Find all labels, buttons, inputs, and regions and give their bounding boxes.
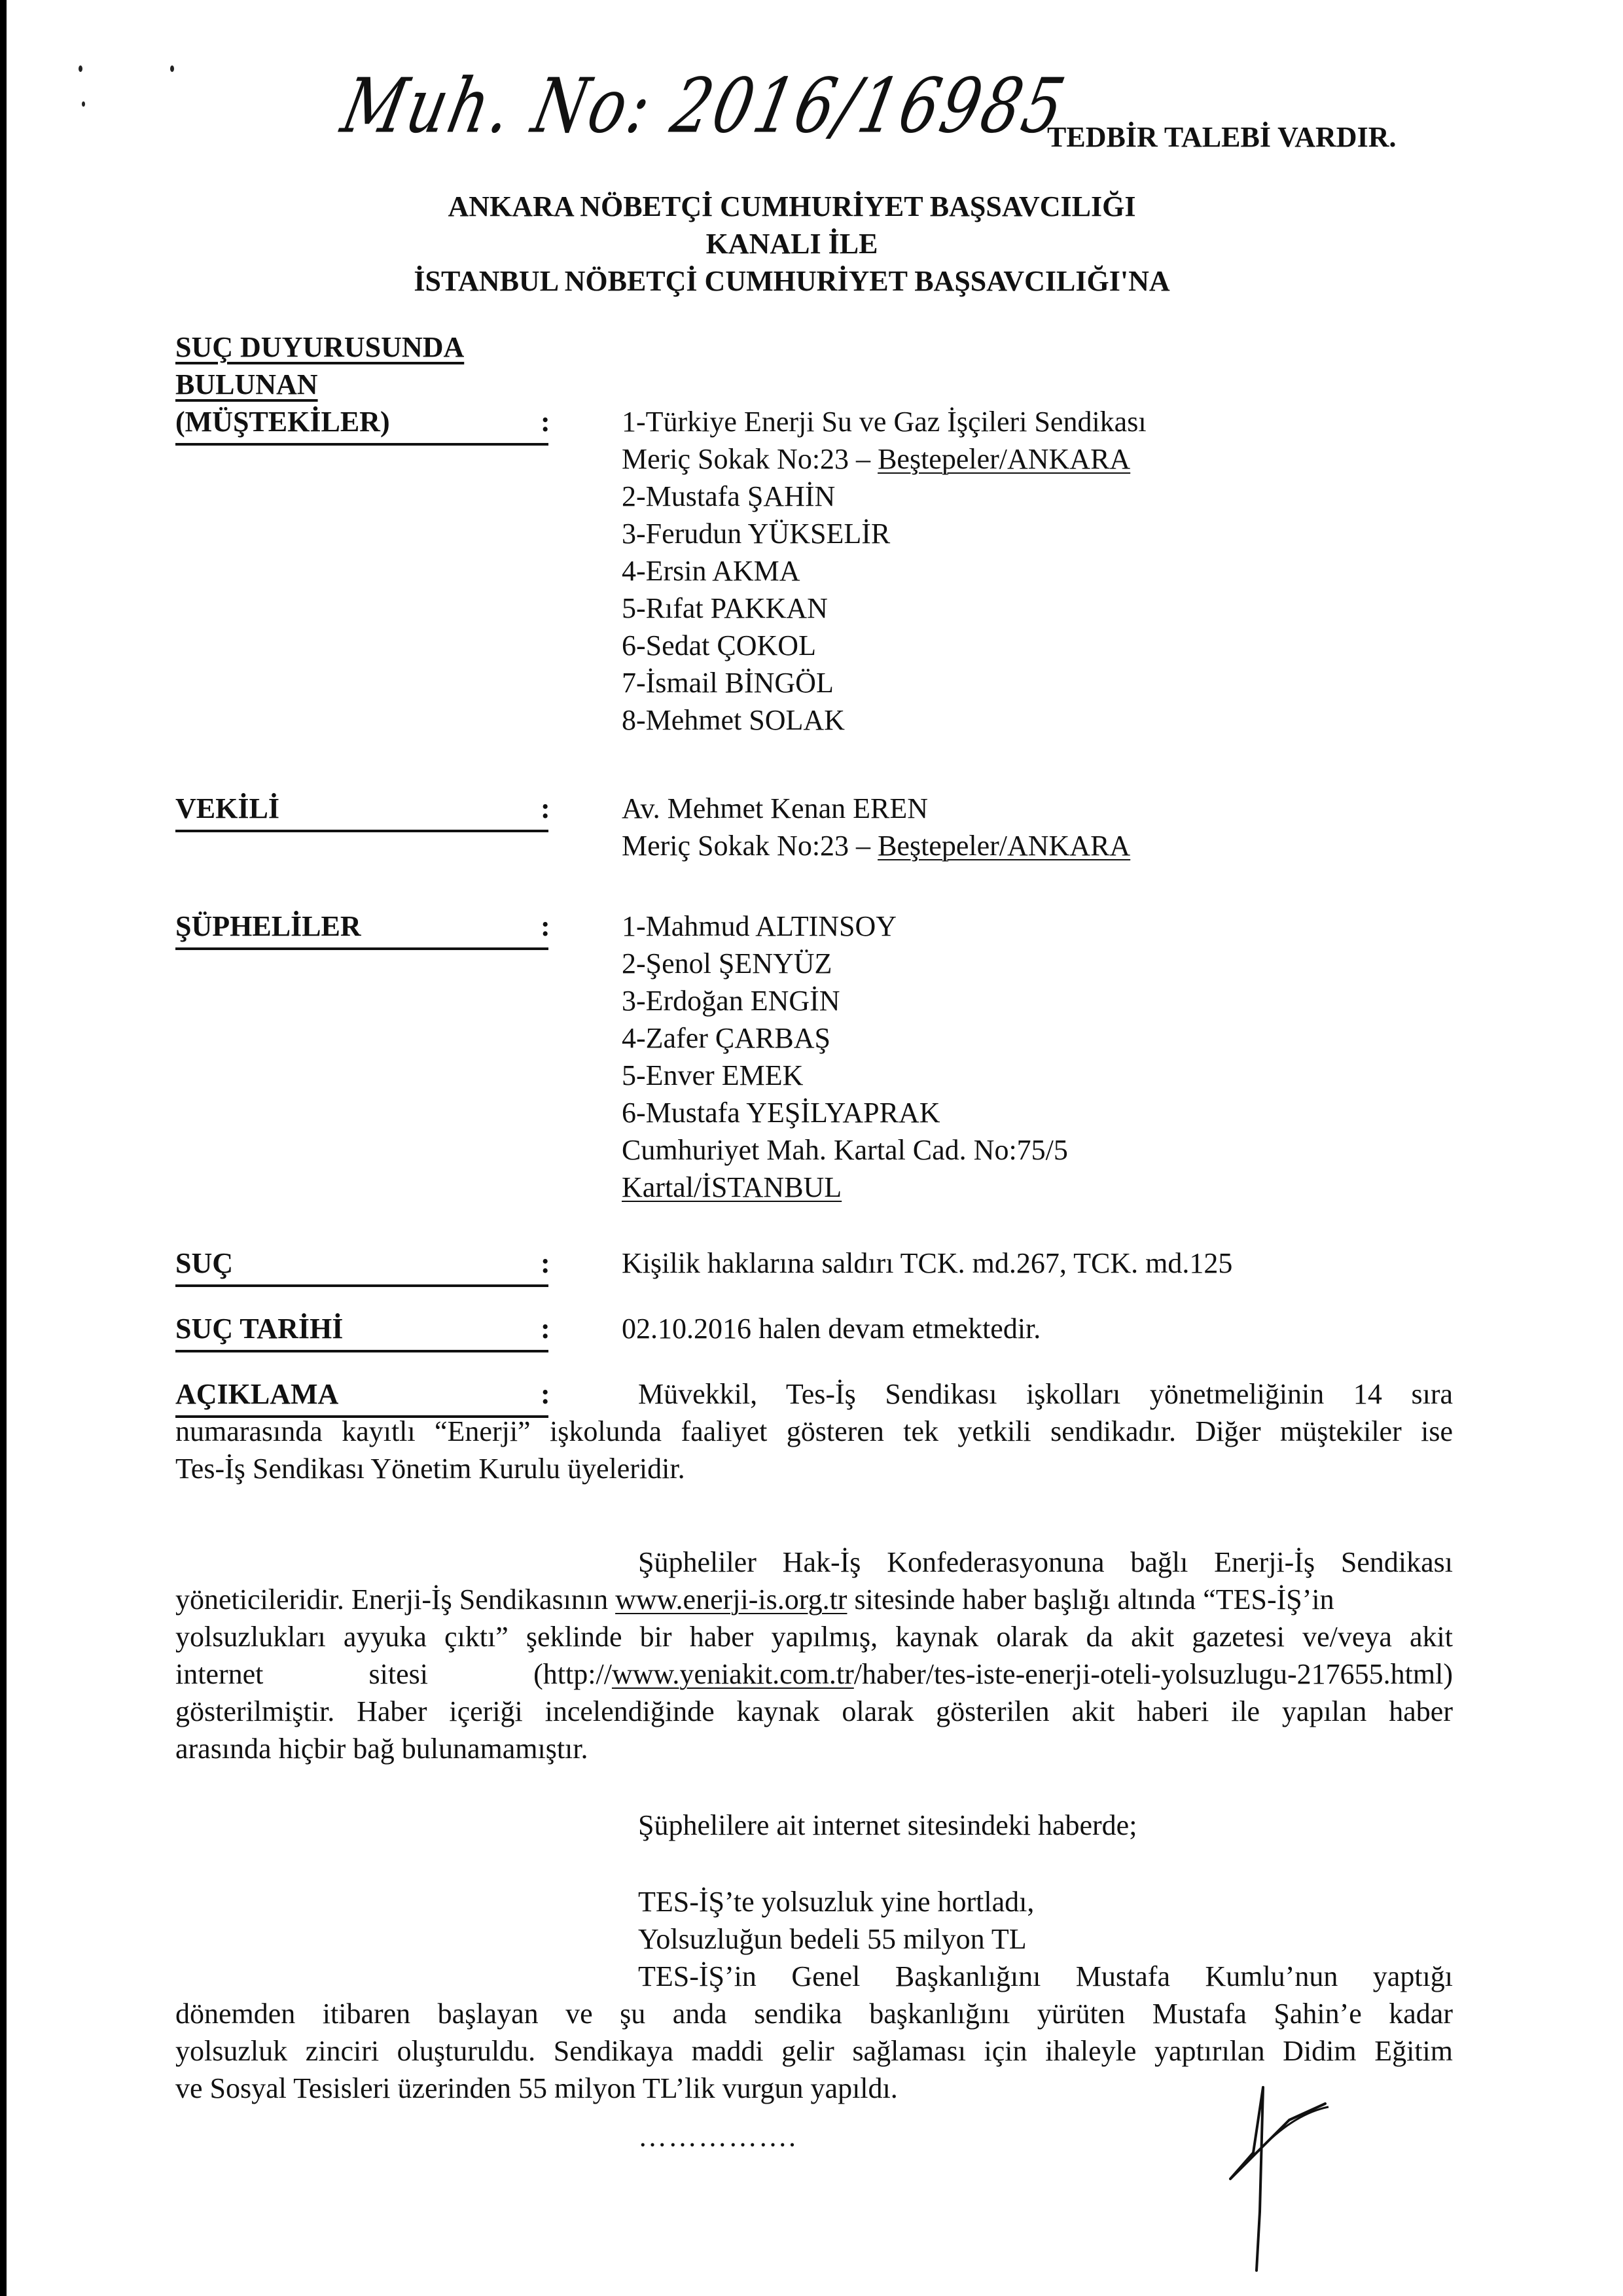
address-city: Beştepeler/ANKARA xyxy=(878,443,1131,475)
suspect-item: 5-Enver EMEK xyxy=(622,1059,804,1091)
complainants-label-3: (MÜŞTEKİLER) xyxy=(175,406,390,438)
scan-edge xyxy=(0,0,7,2296)
suspect-address-city: Kartal/İSTANBUL xyxy=(622,1171,842,1203)
explanation-p3: Şüphelilere ait internet sitesindeki haberde; xyxy=(638,1809,1137,1841)
scan-speck xyxy=(79,65,82,72)
label-underline xyxy=(175,443,548,446)
title-line-3 xyxy=(0,264,1623,298)
title-line-2 xyxy=(0,227,1623,260)
quote-line-4: dönemden itibaren başlayan ve şu anda sendika başkanlığını yürüten Mustafa Şahin’e kadar xyxy=(175,1998,1453,2030)
link-enerji-is[interactable]: www.enerji-is.org.tr xyxy=(615,1583,847,1616)
address-text: Meriç Sokak No:23 – xyxy=(622,443,878,475)
suspects-label: ŞÜPHELİLER xyxy=(175,910,361,942)
complainant-item: 7-İsmail BİNGÖL xyxy=(622,667,834,699)
scan-speck xyxy=(82,101,85,107)
p2-text-b: sitesinde haber başlığı altında “TES-İŞ’in xyxy=(847,1583,1334,1616)
p2-text-a: yöneticileridir. Enerji-İş Sendikasının xyxy=(175,1583,616,1616)
explanation-p2-line5: gösterilmiştir. Haber içeriği incelendiğinde kaynak olarak gösterilen akit haberi ile yapılan haber xyxy=(175,1695,1453,1727)
complainant-item: 5-Rıfat PAKKAN xyxy=(622,592,828,624)
explanation-p1-line1: Müvekkil, Tes-İş Sendikası işkolları yönetmeliğinin 14 sıra xyxy=(638,1378,1453,1410)
title-text: KANALI İLE xyxy=(705,228,878,260)
quote-line-2: Yolsuzluğun bedeli 55 milyon TL xyxy=(638,1923,1027,1955)
complainant-item: 3-Ferudun YÜKSELİR xyxy=(622,518,891,550)
title-text: ANKARA NÖBETÇİ CUMHURİYET BAŞSAVCILIĞI xyxy=(448,190,1136,222)
url-path: /haber/tes-iste-enerji-oteli-yolsuzlugu-217655.html) xyxy=(853,1658,1453,1690)
crime-date-value: 02.10.2016 halen devam etmektedir. xyxy=(622,1313,1041,1345)
crime-colon: : xyxy=(541,1247,550,1279)
complainants-label-1: SUÇ DUYURUSUNDA xyxy=(175,331,465,363)
url-prefix: (http:// xyxy=(533,1658,612,1690)
complainant-item: 6-Sedat ÇOKOL xyxy=(622,629,816,662)
attorney-colon: : xyxy=(541,792,550,824)
explanation-p1-line2: numarasında kayıtlı “Enerji” işkolunda faaliyet gösteren tek yetkili sendikadır. Diğer müştekiler ise xyxy=(175,1415,1453,1447)
explanation-p2-line2 xyxy=(175,1583,1453,1616)
attorney-label: VEKİLİ xyxy=(175,792,279,824)
crime-date-colon: : xyxy=(541,1313,550,1345)
p2-word: internet xyxy=(175,1658,264,1690)
p2-text xyxy=(175,1583,1334,1616)
explanation-label: AÇIKLAMA xyxy=(175,1378,339,1410)
handwritten-reference-number: Muh. No: 2016/16985 xyxy=(334,62,1075,150)
title-text: İSTANBUL NÖBETÇİ CUMHURİYET BAŞSAVCILIĞI'NA xyxy=(414,265,1170,297)
complainants-label-2: BULUNAN xyxy=(175,368,318,400)
title-line-1 xyxy=(0,190,1623,223)
attorney-name: Av. Mehmet Kenan EREN xyxy=(622,792,928,824)
crime-label: SUÇ xyxy=(175,1247,234,1279)
suspect-item: 6-Mustafa YEŞİLYAPRAK xyxy=(622,1097,940,1129)
quote-line-5: yolsuzluk zinciri oluşturuldu. Sendikaya maddi gelir sağlaması için ihaleyle yaptırılan Didim Eğitim xyxy=(175,2035,1453,2067)
p2-word: sitesi xyxy=(368,1658,428,1690)
suspect-address: Cumhuriyet Mah. Kartal Cad. No:75/5 xyxy=(622,1134,1068,1166)
label-underline xyxy=(175,1284,548,1287)
quote-line-3: TES-İŞ’in Genel Başkanlığını Mustafa Kumlu’nun yaptığı xyxy=(638,1960,1453,1992)
address-city: Beştepeler/ANKARA xyxy=(878,830,1131,862)
explanation-p2-line4 xyxy=(175,1657,1453,1691)
suspect-item: 2-Şenol ŞENYÜZ xyxy=(622,947,832,980)
complainants-colon: : xyxy=(541,406,550,438)
label-underline xyxy=(175,1350,548,1352)
crime-date-label: SUÇ TARİHİ xyxy=(175,1313,344,1345)
signature xyxy=(1224,2081,1368,2277)
explanation-p2-line3: yolsuzlukları ayyuka çıktı” şeklinde bir haber yapılmış, kaynak olarak da akit gazetesi ve/veya akit xyxy=(175,1621,1453,1653)
suspect-item: 1-Mahmud ALTINSOY xyxy=(622,910,897,942)
scan-speck xyxy=(170,65,174,72)
explanation-p1-line3: Tes-İş Sendikası Yönetim Kurulu üyeleridir. xyxy=(175,1453,685,1485)
address-text: Meriç Sokak No:23 – xyxy=(622,830,878,862)
crime-value: Kişilik haklarına saldırı TCK. md.267, TCK. md.125 xyxy=(622,1247,1233,1279)
suspect-item: 4-Zafer ÇARBAŞ xyxy=(622,1022,830,1054)
quote-line-1: TES-İŞ’te yolsuzluk yine hortladı, xyxy=(638,1886,1035,1918)
complainant-address xyxy=(622,442,1130,476)
complainant-item: 2-Mustafa ŞAHİN xyxy=(622,480,836,512)
label-underline xyxy=(175,830,548,832)
explanation-colon: : xyxy=(541,1378,550,1410)
complainant-item: 8-Mehmet SOLAK xyxy=(622,704,845,736)
quote-line-6: ve Sosyal Tesisleri üzerinden 55 milyon TL’lik vurgun yapıldı. xyxy=(175,2072,898,2104)
suspect-item: 3-Erdoğan ENGİN xyxy=(622,985,840,1017)
explanation-p2-line6: arasında hiçbir bağ bulunamamıştır. xyxy=(175,1733,588,1765)
complainant-item: 1-Türkiye Enerji Su ve Gaz İşçileri Sendikası xyxy=(622,406,1147,438)
ellipsis: ……………. xyxy=(638,2121,797,2153)
p2-url xyxy=(533,1657,1453,1691)
explanation-p2-line1: Şüpheliler Hak-İş Konfederasyonuna bağlı Enerji-İş Sendikası xyxy=(638,1546,1453,1578)
suspects-colon: : xyxy=(541,910,550,942)
attorney-address xyxy=(622,829,1130,862)
label-underline xyxy=(175,947,548,950)
complainant-item: 4-Ersin AKMA xyxy=(622,555,800,587)
link-yeniakit[interactable]: www.yeniakit.com.tr xyxy=(611,1658,854,1690)
injunction-notice: TEDBİR TALEBİ VARDIR. xyxy=(1047,121,1397,153)
